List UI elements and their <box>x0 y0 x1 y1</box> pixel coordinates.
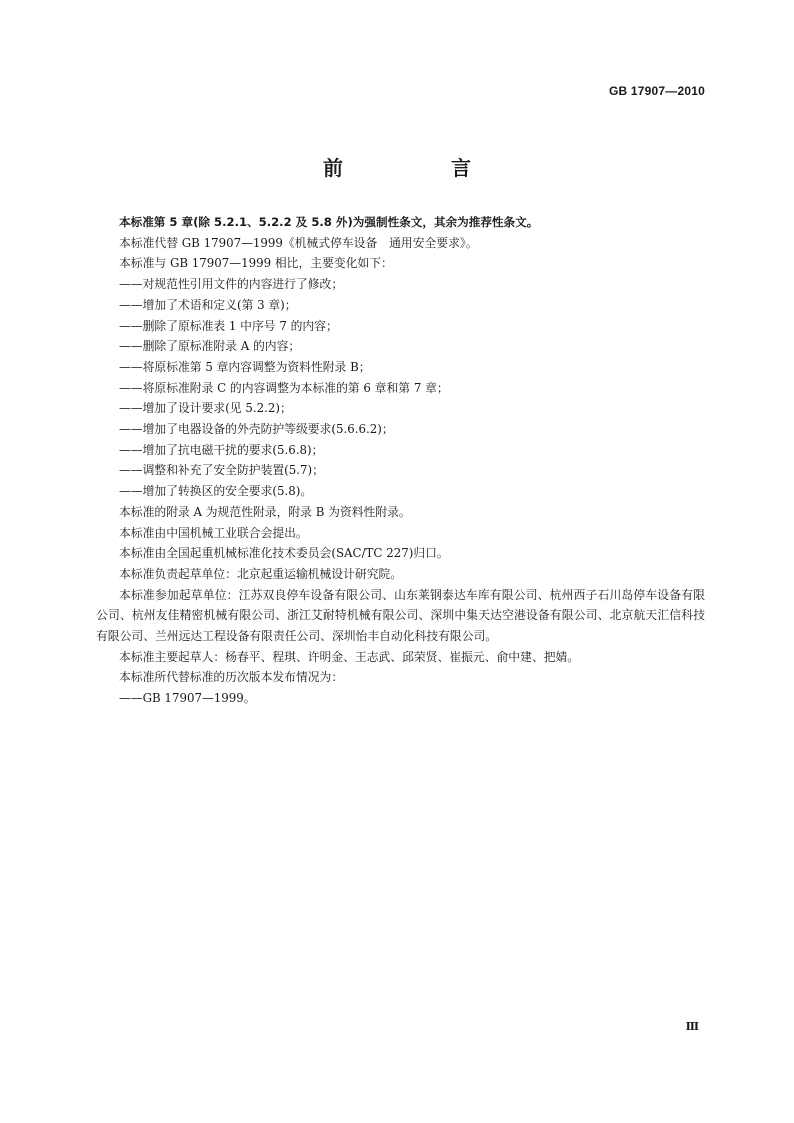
change-item: ——增加了抗电磁干扰的要求(5.6.8)； <box>119 442 324 457</box>
history-item: ——GB 17907—1999。 <box>119 691 256 706</box>
change-item: ——将原标准附录 C 的内容调整为本标准的第 6 章和第 7 章； <box>119 380 449 395</box>
participating-drafters-statement: 本标准参加起草单位：江苏双良停车设备有限公司、山东莱钢泰达车库有限公司、杭州西子石川岛停车设备有限公司、杭州友佳精密机械有限公司、浙江艾耐特机械有限公司、深圳中集天达空港设备有限公司、北京航天汇信科技有限公司、兰州远达工程设备有限责任公司、深圳怡丰自动化科技有限公司。 <box>96 587 705 644</box>
page-title: 前 言 <box>323 156 515 180</box>
committee-statement: 本标准由全国起重机械标准化技术委员会(SAC/TC 227)归口。 <box>119 546 449 561</box>
changes-intro: 本标准与 GB 17907—1999 相比，主要变化如下： <box>119 256 393 271</box>
standard-code: GB 17907—2010 <box>609 84 705 98</box>
change-item: ——将原标准第 5 章内容调整为资料性附录 B； <box>119 359 371 374</box>
page-number: Ⅲ <box>685 1020 698 1033</box>
history-intro: 本标准所代替标准的历次版本发布情况为： <box>119 670 344 685</box>
change-item: ——调整和补充了安全防护装置(5.7)； <box>119 463 324 478</box>
lead-drafter-statement: 本标准负责起草单位：北京起重运输机械设计研究院。 <box>119 566 403 581</box>
change-item: ——增加了设计要求(见 5.2.2)； <box>119 401 292 416</box>
change-item: ——删除了原标准表 1 中序号 7 的内容； <box>119 318 338 333</box>
proposer-statement: 本标准由中国机械工业联合会提出。 <box>119 525 308 540</box>
change-item: ——删除了原标准附录 A 的内容； <box>119 339 301 354</box>
change-item: ——增加了电器设备的外壳防护等级要求(5.6.6.2)； <box>119 422 394 437</box>
appendix-statement: 本标准的附录 A 为规范性附录，附录 B 为资料性附录。 <box>119 504 411 519</box>
change-item: ——增加了术语和定义(第 3 章)； <box>119 297 297 312</box>
preface-body <box>96 212 705 709</box>
mandatory-clause-statement: 本标准第 5 章(除 5.2.1、5.2.2 及 5.8 外)为强制性条文，其余为推荐性条文。 <box>119 215 539 229</box>
change-item: ——增加了转换区的安全要求(5.8)。 <box>119 484 313 499</box>
main-drafters-statement: 本标准主要起草人：杨春平、程琪、许明金、王志武、邱荣贤、崔振元、俞中建、把婧。 <box>119 649 580 664</box>
replaces-statement: 本标准代替 GB 17907—1999《机械式停车设备 通用安全要求》。 <box>119 235 478 250</box>
change-item: ——对规范性引用文件的内容进行了修改； <box>119 277 344 292</box>
